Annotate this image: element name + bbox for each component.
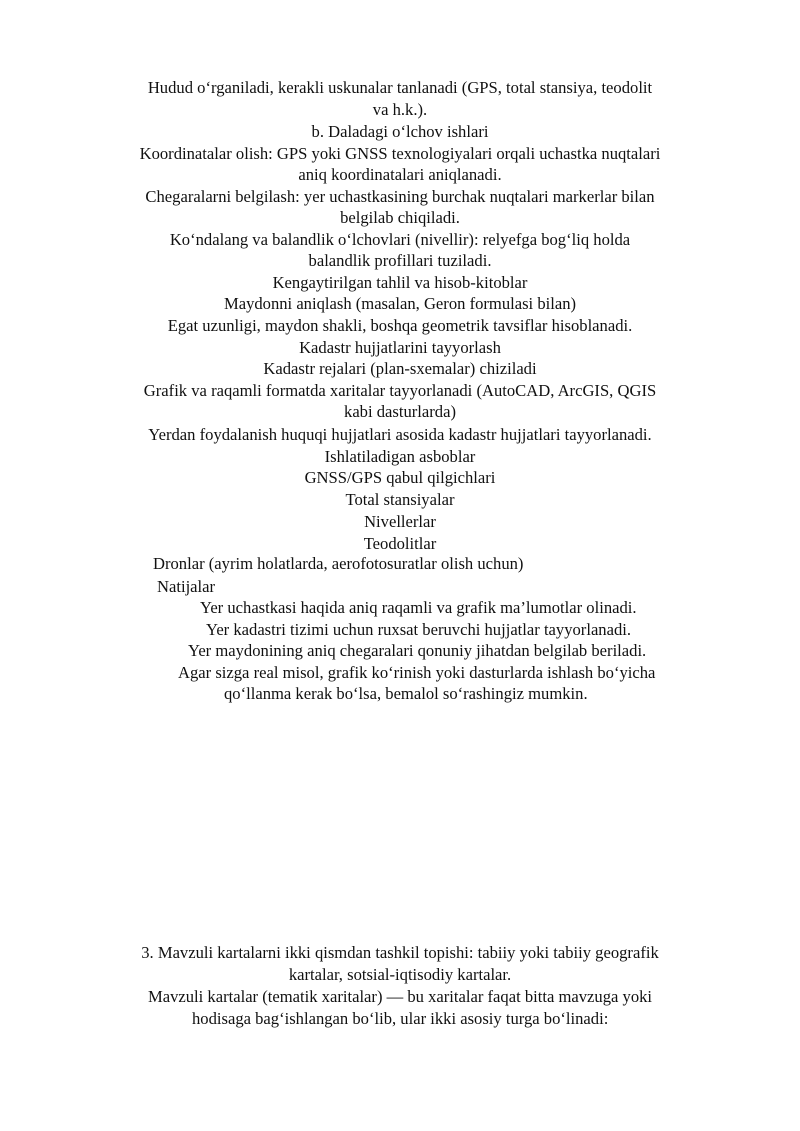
text-line: hodisaga bag‘ishlangan bo‘lib, ular ikki asosiy turga bo‘linadi: [192,1009,609,1028]
text-line: Kadastr rejalari (plan-sxemalar) chiziladi [263,359,537,378]
section-heading: Ishlatiladigan asboblar [324,447,476,466]
text-line: kartalar, sotsial-iqtisodiy kartalar. [288,965,512,984]
text-line: Egat uzunligi, maydon shakli, boshqa geometrik tavsiflar hisoblanadi. [167,316,633,335]
section-heading: Kadastr hujjatlarini tayyorlash [299,338,501,357]
list-item: Total stansiyalar [345,490,455,509]
section-heading: Kengaytirilgan tahlil va hisob-kitoblar [272,273,528,292]
section-heading: 3. Mavzuli kartalarni ikki qismdan tashkil topishi: tabiiy yoki tabiiy geografik [141,943,659,962]
list-item: Teodolitlar [363,534,437,553]
text-line: Maydonni aniqlash (masalan, Geron formulasi bilan) [223,294,577,313]
text-line: Chegaralarni belgilash: yer uchastkasining burchak nuqtalari markerlar bilan [145,187,655,206]
list-item: Dronlar (ayrim holatlarda, aerofotosuratlar olish uchun) [153,554,524,573]
text-line: kabi dasturlarda) [344,402,456,421]
text-line: Ko‘ndalang va balandlik o‘lchovlari (nivellir): relyefga bog‘liq holda [169,230,631,249]
list-item: Yer uchastkasi haqida aniq raqamli va grafik ma’lumotlar olinadi. [200,598,637,617]
section-heading: Natijalar [157,577,216,596]
text-line: va h.k.). [372,100,428,119]
list-item: GNSS/GPS qabul qilgichlari [304,468,496,487]
text-line: Hudud o‘rganiladi, kerakli uskunalar tanlanadi (GPS, total stansiya, teodolit [147,78,653,97]
text-line: belgilab chiqiladi. [340,208,460,227]
text-line: Yerdan foydalanish huquqi hujjatlari asosida kadastr hujjatlari tayyorlanadi. [148,425,652,444]
text-line: Mavzuli kartalar (tematik xaritalar) — bu xaritalar faqat bitta mavzuga yoki [147,987,653,1006]
text-line: aniq koordinatalari aniqlanadi. [298,165,502,184]
text-line: Agar sizga real misol, grafik ko‘rinish yoki dasturlarda ishlash bo‘yicha [178,663,656,682]
text-line: qo‘llanma kerak bo‘lsa, bemalol so‘rashingiz mumkin. [224,684,588,703]
list-item: Yer maydonining aniq chegaralari qonuniy jihatdan belgilab beriladi. [188,641,647,660]
list-item: Nivellerlar [364,512,436,531]
text-line: balandlik profillari tuziladi. [308,251,492,270]
text-line: Koordinatalar olish: GPS yoki GNSS texnologiyalari orqali uchastka nuqtalari [139,144,661,163]
text-line: Grafik va raqamli formatda xaritalar tayyorlanadi (AutoCAD, ArcGIS, QGIS [143,381,657,400]
list-item: Yer kadastri tizimi uchun ruxsat beruvchi hujjatlar tayyorlanadi. [206,620,632,639]
section-heading: b. Daladagi o‘lchov ishlari [311,122,489,141]
